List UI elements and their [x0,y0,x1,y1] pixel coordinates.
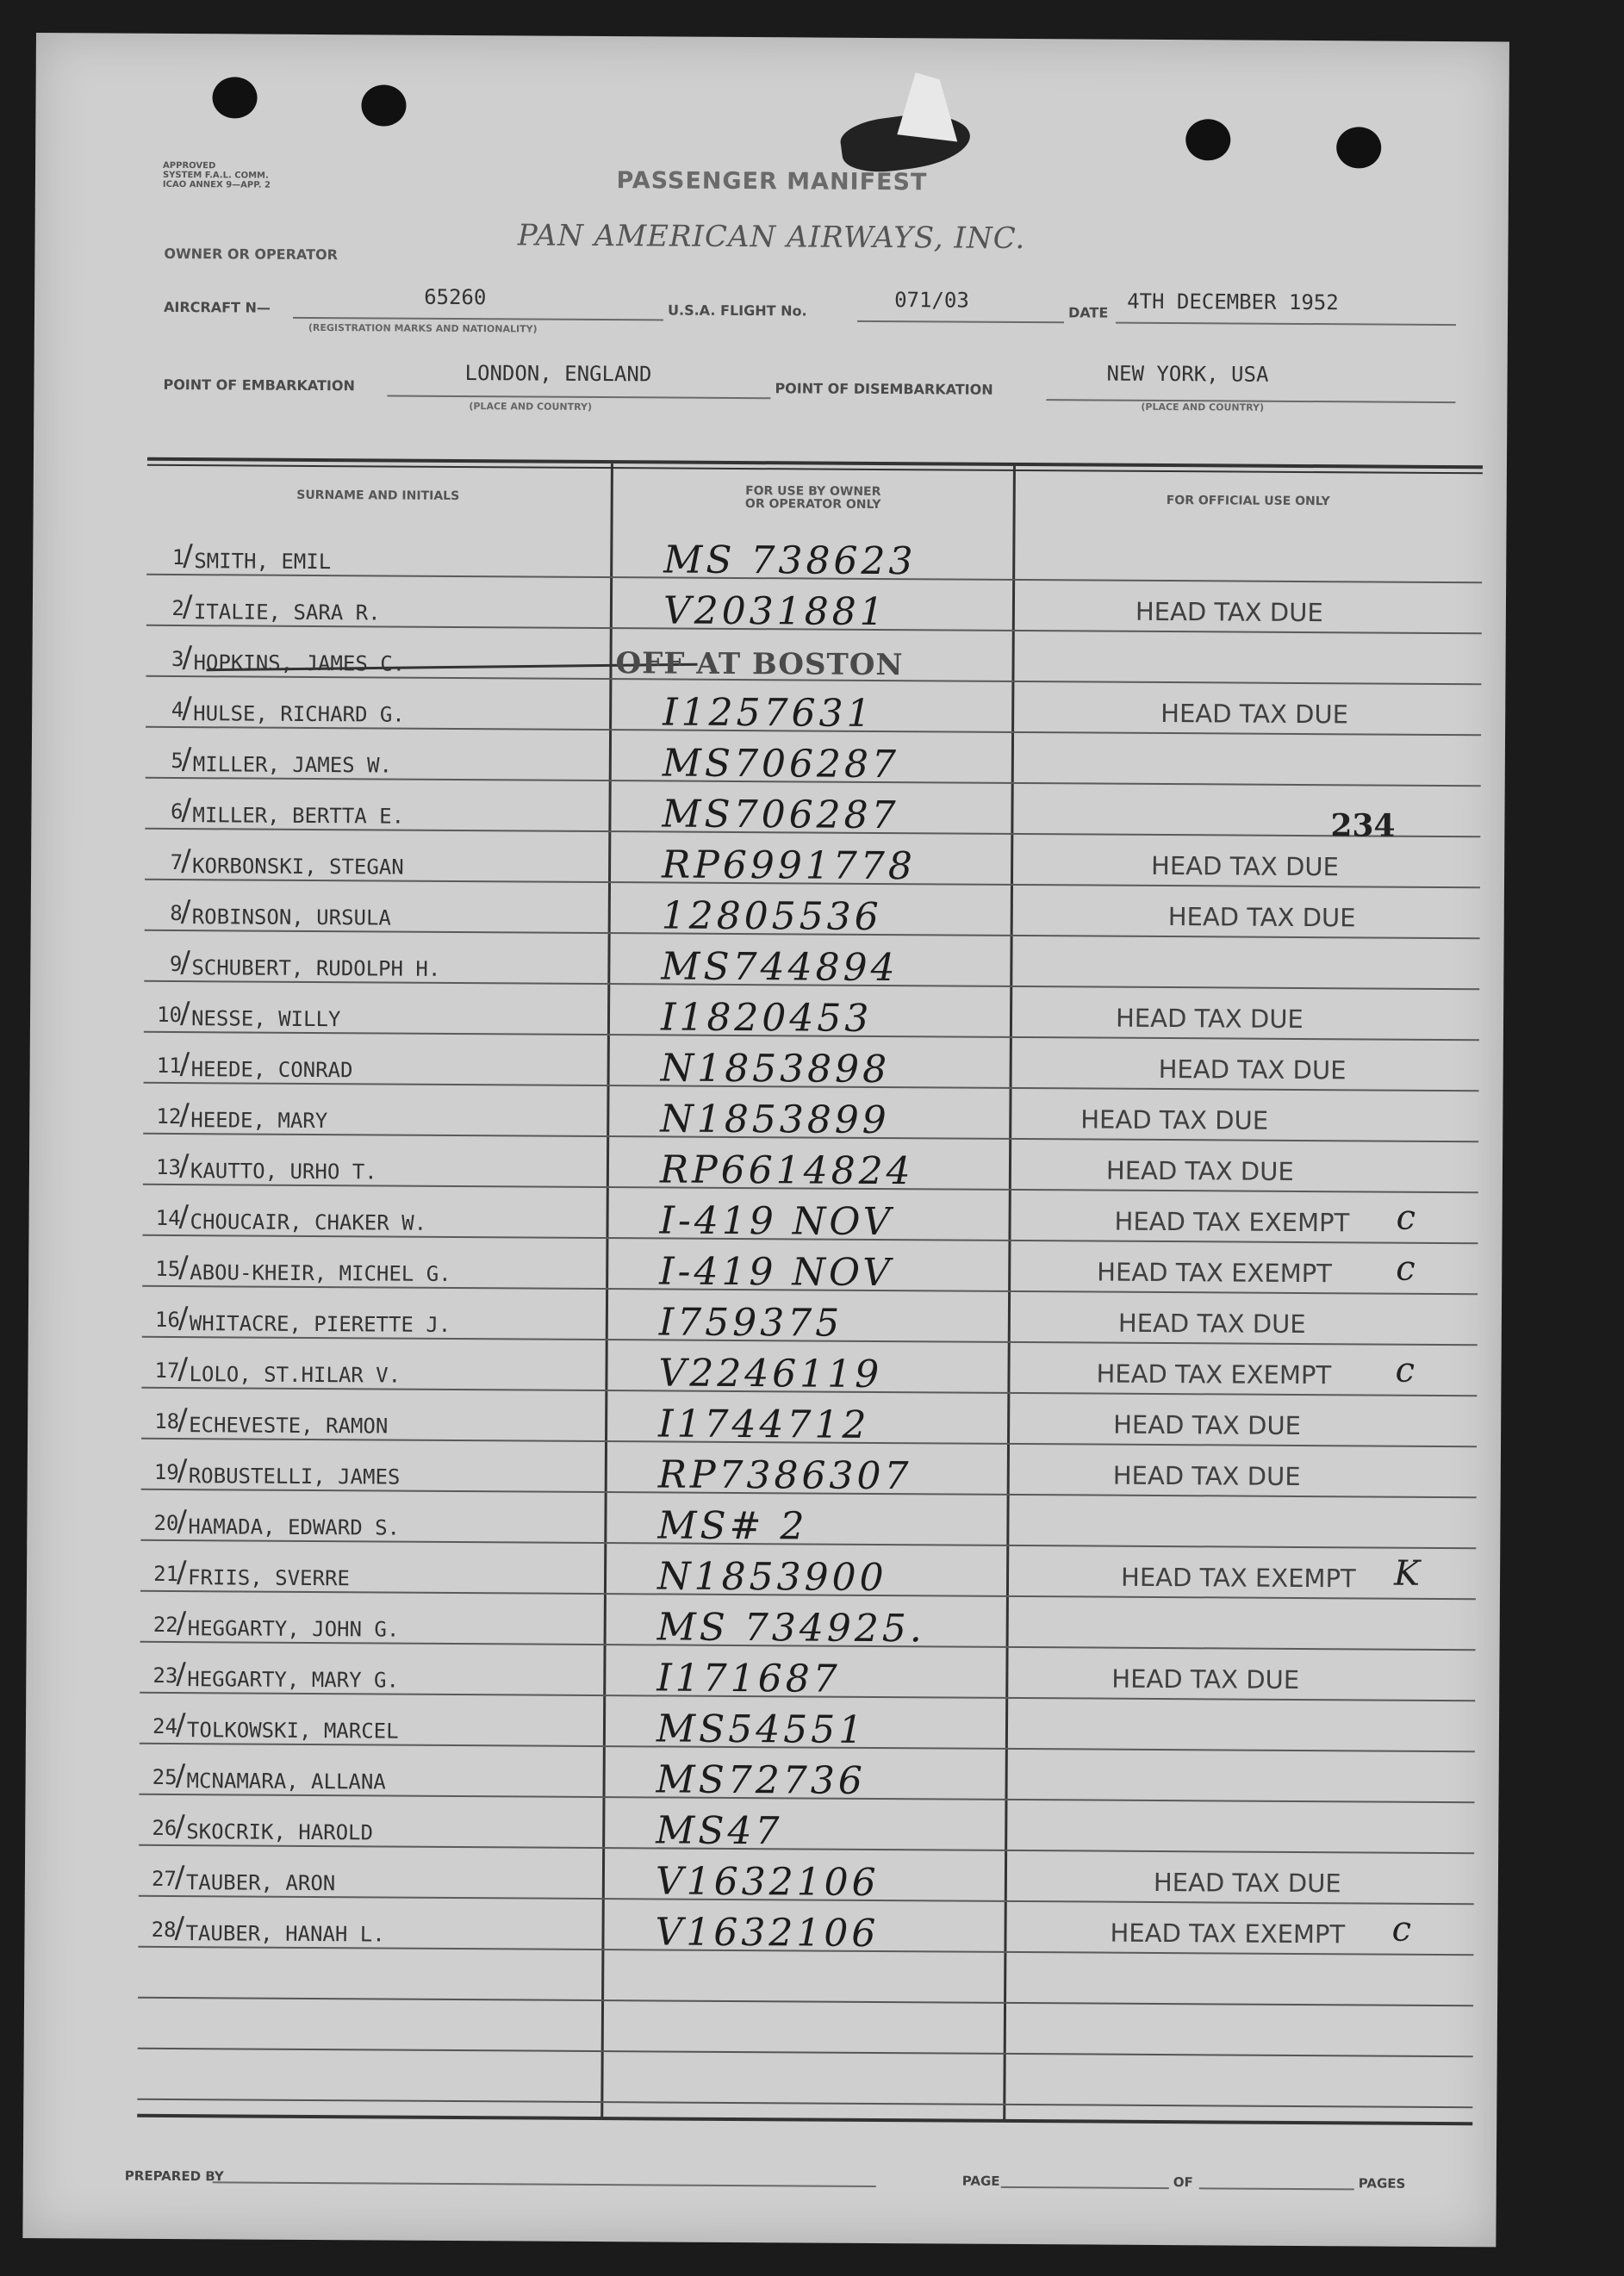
row-number: 17 [154,1358,180,1384]
passenger-name: WHITACRE, PIERETTE J. [189,1311,451,1337]
check-mark-icon: / [176,1657,186,1692]
check-mark-icon: / [177,1352,189,1387]
row-number: 22 [152,1612,178,1638]
table-row [143,1084,1478,1142]
table-row [142,1185,1478,1244]
row-number: 4 [171,697,184,723]
passenger-name: HEEDE, CONRAD [190,1057,353,1083]
official-mark: c [1396,1197,1416,1238]
row-number: 10 [157,1002,183,1028]
document-number: MS744894 [661,944,899,991]
embark-underline [387,395,770,399]
passenger-name: HAMADA, EDWARD S. [188,1514,401,1540]
table-row [139,1846,1474,1905]
passenger-name: HEEDE, MARY [190,1108,328,1134]
check-mark-icon: / [175,1758,186,1794]
passenger-name: ECHEVESTE, RAMON [189,1413,389,1439]
official-note: HEAD TAX DUE [1160,698,1349,730]
official-note: HEAD TAX DUE [1115,1003,1304,1035]
table-row [144,982,1479,1041]
row-number: 24 [152,1713,178,1739]
punch-hole [1185,119,1230,160]
date-underline [1116,322,1456,326]
passenger-name: LOLO, ST.HILAR V. [189,1362,401,1388]
embark-sub: (PLACE AND COUNTRY) [469,401,593,413]
document-number: I1820453 [660,995,873,1041]
table-row [142,1236,1478,1295]
check-mark-icon: / [174,1911,185,1946]
row-number: 15 [155,1256,181,1282]
passenger-name: KAUTTO, URHO T. [190,1159,377,1185]
document-number: I1257631 [663,690,874,736]
document-number: MS47 [656,1808,783,1854]
table-row [140,1541,1476,1600]
check-mark-icon: / [182,691,192,726]
passenger-name: TAUBER, ARON [185,1870,336,1896]
check-mark-icon: / [182,589,193,625]
off-at-boston-note: OFF AT BOSTON [615,646,904,683]
passenger-name: SMITH, EMIL [194,549,332,575]
table-row [145,880,1480,939]
official-note: HEAD TAX DUE [1111,1663,1300,1695]
official-mark: c [1396,1248,1416,1289]
official-note: HEAD TAX DUE [1135,596,1323,628]
official-note: HEAD TAX EXEMPT [1120,1562,1356,1594]
col-header-official: FOR OFFICIAL USE ONLY [1166,494,1330,509]
official-note: HEAD TAX EXEMPT [1114,1206,1350,1238]
document-number: MS 738623 [663,538,917,584]
check-mark-icon: / [174,1860,185,1895]
document-number: 12805536 [661,893,882,940]
aircraft-underline [293,317,663,321]
official-mark: c [1395,1350,1416,1390]
row-number: 27 [151,1866,177,1892]
date-value: 4TH DECEMBER 1952 [1127,289,1339,315]
passenger-name: NESSE, WILLY [190,1006,341,1032]
embark-label: POINT OF EMBARKATION [163,376,355,395]
approval-note: APPROVED SYSTEM F.A.L. COMM. ICAO ANNEX 9—APP. 2 [162,160,271,190]
table-top-rule [147,457,1483,469]
punch-hole [212,77,257,118]
document-number: RP6991778 [661,843,916,889]
official-note: HEAD TAX DUE [1158,1054,1347,1085]
aircraft-label: AIRCRAFT N— [163,298,271,316]
row-number: 9 [169,951,183,977]
official-note: HEAD TAX DUE [1112,1460,1301,1491]
punch-hole [361,84,406,126]
check-mark-icon: / [177,1402,188,1438]
check-mark-icon: / [180,945,191,980]
passenger-name: TAUBER, HANAH L. [185,1921,385,1947]
table-row [146,728,1481,787]
check-mark-icon: / [179,1047,190,1082]
row-number: 12 [156,1104,182,1129]
document-number: V1632106 [655,1859,880,1906]
check-mark-icon: / [176,1555,187,1590]
document-number: MS706287 [662,741,900,787]
official-note: HEAD TAX DUE [1105,1155,1294,1186]
row-number: 6 [170,799,184,824]
check-mark-icon: / [175,1809,185,1844]
document-number: N1853898 [660,1046,891,1092]
row-number: 19 [153,1459,179,1485]
check-mark-icon: / [182,640,193,675]
row-number: 16 [154,1307,180,1333]
check-mark-icon: / [178,1250,189,1285]
row-number: 14 [155,1205,181,1231]
table-row [140,1744,1475,1803]
passenger-name: SKOCRIK, HAROLD [186,1819,374,1845]
passenger-name: ROBUSTELLI, JAMES [188,1464,401,1489]
table-row [140,1490,1476,1549]
row-number: 13 [155,1154,182,1180]
row-number: 28 [151,1917,177,1943]
document-number: MS706287 [662,792,899,838]
official-note: HEAD TAX EXEMPT [1096,1359,1332,1390]
passenger-name: FRIIS, SVERRE [187,1565,350,1591]
passenger-name: HEGGARTY, MARY G. [187,1667,400,1693]
table-bottom-rule [137,2114,1472,2125]
row-number: 3 [171,646,184,672]
passenger-name: HOPKINS, JAMES C. [193,650,406,676]
row-number: 1 [171,544,185,570]
document-number: V1632106 [655,1910,880,1956]
passenger-name: TOLKOWSKI, MARCEL [186,1718,399,1744]
table-row [140,1694,1475,1752]
official-note: HEAD TAX EXEMPT [1110,1918,1346,1950]
document-number: MS54551 [656,1707,867,1752]
table-row [141,1440,1477,1498]
document-number: V2246119 [658,1351,883,1397]
company-name: PAN AMERICAN AIRWAYS, INC. [517,218,1026,257]
check-mark-icon: / [176,1606,187,1641]
document-number: RP6614824 [659,1147,914,1194]
passenger-name: ITALIE, SARA R. [193,600,381,625]
official-note: HEAD TAX DUE [1153,1867,1341,1899]
flight-value: 071/03 [894,288,969,313]
aircraft-sub: (REGISTRATION MARKS AND NATIONALITY) [308,321,538,335]
document-number: MS72736 [656,1757,866,1803]
table-row [140,1592,1476,1651]
pages-label: PAGES [1358,2175,1406,2192]
passenger-name: HULSE, RICHARD G. [193,701,405,727]
check-mark-icon: / [181,843,191,879]
row-number: 5 [171,748,184,774]
document-number: N1853899 [660,1097,890,1143]
page-label: PAGE [961,2173,1000,2189]
check-mark-icon: / [177,1453,188,1489]
passenger-name: MILLER, JAMES W. [192,752,393,778]
table-row [145,779,1480,837]
table-row [144,1033,1479,1091]
document-number: RP7386307 [657,1452,912,1499]
check-mark-icon: / [177,1301,189,1336]
row-number: 25 [152,1764,177,1790]
page-underline [1001,2186,1169,2189]
check-mark-icon: / [181,742,192,777]
official-note: HEAD TAX DUE [1167,902,1356,933]
paper-tear-flap [897,72,957,141]
check-mark-icon: / [183,538,193,574]
official-mark: K [1393,1553,1421,1594]
aircraft-value: 65260 [424,284,487,310]
passenger-name: HEGGARTY, JOHN G. [187,1616,400,1642]
row-number: 26 [152,1815,177,1841]
row-number: 7 [170,849,184,875]
official-note: HEAD TAX DUE [1117,1308,1306,1340]
check-mark-icon: / [179,996,190,1031]
official-note: HEAD TAX DUE [1113,1409,1302,1440]
row-number: 8 [170,900,183,926]
passenger-name: MCNAMARA, ALLANA [186,1769,386,1794]
table-row [141,1338,1477,1396]
document-number: N1853900 [656,1554,887,1601]
col-header-owner: FOR USE BY OWNER OR OPERATOR ONLY [744,484,881,512]
check-mark-icon: / [178,1148,190,1184]
table-row [146,677,1481,736]
document-number: V2031881 [663,588,887,635]
check-mark-icon: / [179,1098,190,1133]
check-mark-icon: / [181,793,192,828]
table-row [143,1135,1478,1193]
table-row [146,626,1481,685]
manifest-sheet [22,33,1509,2247]
owner-label: OWNER OR OPERATOR [164,245,339,264]
row-number: 20 [153,1510,179,1536]
table-row [144,931,1479,990]
row-number: 23 [152,1663,178,1688]
row-number: 18 [154,1409,180,1434]
row-number: 21 [153,1561,179,1587]
date-label: DATE [1067,304,1109,321]
flight-label: U.S.A. FLIGHT No. [667,302,807,320]
document-number: I759375 [658,1300,843,1346]
punch-hole [1336,127,1381,168]
passenger-name: ABOU-KHEIR, MICHEL G. [190,1260,451,1286]
passenger-name: ROBINSON, URSULA [191,905,392,930]
document-number: MS# 2 [657,1503,808,1549]
table-row [139,1795,1474,1854]
table-row [142,1287,1478,1346]
embark-value: LONDON, ENGLAND [464,361,652,387]
table-row [146,525,1482,583]
document-number: I1744712 [657,1402,870,1447]
row-number: 11 [156,1053,182,1079]
disembark-label: POINT OF DISEMBARKATION [775,380,993,398]
row-number: 2 [171,595,185,621]
col-header-surname: SURNAME AND INITIALS [296,488,460,504]
table-row [140,1643,1475,1701]
official-note: HEAD TAX DUE [1151,850,1340,882]
check-mark-icon: / [177,1504,188,1539]
form-title: PASSENGER MANIFEST [616,167,928,196]
passenger-name: MILLER, BERTTA E. [192,803,405,829]
blank-row-rule [138,1997,1473,2006]
blank-row-rule [138,2048,1473,2057]
table-row [145,830,1480,888]
document-number: I171687 [656,1656,841,1701]
flight-underline [857,320,1064,323]
of-label: OF [1173,2174,1193,2191]
check-mark-icon: / [180,894,191,930]
blank-row-rule [137,2099,1472,2108]
official-note: HEAD TAX DUE [1080,1104,1269,1135]
official-note: HEAD TAX EXEMPT [1097,1257,1332,1289]
document-number: I-419 NOV [659,1198,894,1245]
document-number: I-419 NOV [659,1249,894,1296]
table-row [138,1897,1473,1956]
of-underline [1199,2187,1354,2190]
passenger-name: SCHUBERT, RUDOLPH H. [191,955,441,981]
passenger-name: CHOUCAIR, CHAKER W. [190,1210,427,1235]
page-stamp: 234 [1330,807,1396,844]
check-mark-icon: / [178,1199,190,1234]
official-mark: c [1391,1909,1412,1950]
disembark-value: NEW YORK, USA [1106,361,1269,387]
document-number: MS 734925. [656,1605,925,1651]
passenger-name: KORBONSKI, STEGAN [192,854,404,880]
disembark-sub: (PLACE AND COUNTRY) [1141,401,1265,414]
table-row [141,1389,1477,1447]
check-mark-icon: / [175,1707,186,1743]
prepared-by-underline [213,2181,876,2187]
table-row [146,575,1482,634]
prepared-by-label: PREPARED BY [124,2167,224,2185]
